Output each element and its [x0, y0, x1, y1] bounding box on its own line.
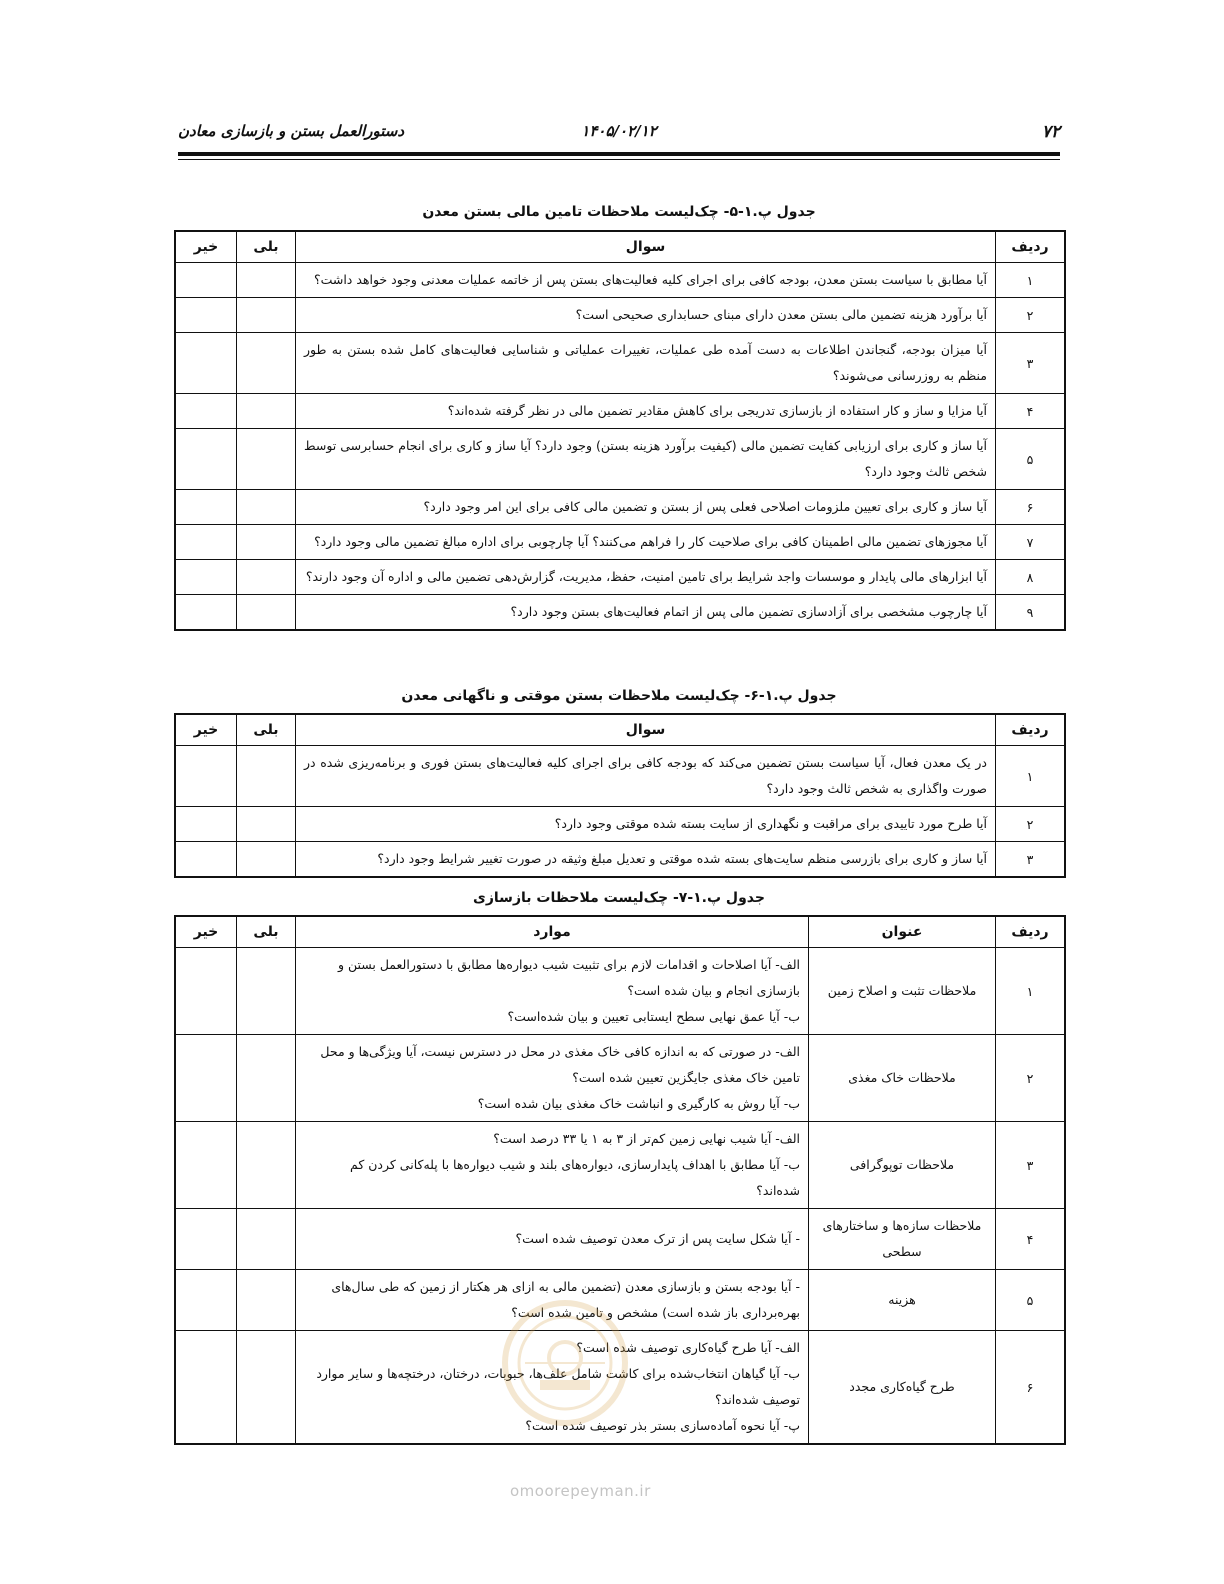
item-line: ب- آیا روش به کارگیری و انباشت خاک مغذی بیان شده است؟ — [477, 1096, 800, 1111]
row-title: هزینه — [809, 1270, 996, 1331]
yes-checkbox-cell[interactable] — [237, 263, 296, 298]
table-row — [175, 263, 1065, 298]
row-title: ملاحظات سازه‌ها و ساختارهای سطحی — [809, 1209, 996, 1270]
row-number: ۱ — [996, 948, 1066, 1035]
col-items-header: موارد — [296, 916, 809, 948]
table6-body — [175, 746, 1065, 878]
col-no-header: خیر — [175, 916, 237, 948]
row-number: ۳ — [996, 842, 1066, 878]
no-checkbox-cell[interactable] — [175, 560, 237, 595]
question-text: آیا ساز و کاری برای ارزیابی کفایت تضمین مالی (کیفیت برآورد هزینه بستن) وجود دارد؟ آیا ساز و کاری برای انجام حسابرسی توسط شخص ثالث وجود دارد؟ — [296, 429, 996, 490]
yes-checkbox-cell[interactable] — [237, 595, 296, 631]
row-number: ۴ — [996, 394, 1066, 429]
yes-checkbox-cell[interactable] — [237, 807, 296, 842]
table6-caption: جدول پ.۱-۶- چک‌لیست ملاحظات بستن موقتی و ناگهانی معدن — [401, 688, 837, 704]
question-text: آیا میزان بودجه، گنجاندن اطلاعات به دست آمده طی عملیات، تغییرات عملیاتی و شناسایی فعالیت‌های کامل شده بستن به طور منظم به روزرسانی می‌شوند؟ — [296, 333, 996, 394]
no-checkbox-cell[interactable] — [175, 746, 237, 807]
row-number: ۷ — [996, 525, 1066, 560]
row-number: ۵ — [996, 1270, 1066, 1331]
question-text: آیا مجوزهای تضمین مالی اطمینان کافی برای صلاحیت کار را فراهم می‌کنند؟ آیا چارچوبی برای اداره مبالغ تضمین مالی وجود دارد؟ — [296, 525, 996, 560]
table7-caption: جدول پ.۱-۷- چک‌لیست ملاحظات بازسازی — [473, 890, 765, 906]
row-number: ۴ — [996, 1209, 1066, 1270]
no-checkbox-cell[interactable] — [175, 263, 237, 298]
table-row — [175, 525, 1065, 560]
yes-checkbox-cell[interactable] — [237, 394, 296, 429]
row-number: ۲ — [996, 807, 1066, 842]
table-row — [175, 1035, 1065, 1122]
yes-checkbox-cell[interactable] — [237, 560, 296, 595]
table7-header-row — [175, 916, 1065, 948]
header-date: ۱۴۰۵/۰۲/۱۲ — [581, 122, 657, 140]
row-number: ۳ — [996, 333, 1066, 394]
item-line: الف- آیا شیب نهایی زمین کم‌تر از ۳ به ۱ یا ۳۳ درصد است؟ — [493, 1131, 800, 1146]
no-checkbox-cell[interactable] — [175, 948, 237, 1035]
header-rule-thick — [178, 152, 1060, 156]
row-number: ۵ — [996, 429, 1066, 490]
watermark-text: omoorepeyman.ir — [510, 1482, 651, 1500]
table-row — [175, 429, 1065, 490]
header-rule-thin — [178, 159, 1060, 160]
row-number: ۲ — [996, 298, 1066, 333]
table-row — [175, 490, 1065, 525]
page-number: ۷۲ — [1041, 122, 1060, 142]
table-row — [175, 298, 1065, 333]
no-checkbox-cell[interactable] — [175, 525, 237, 560]
watermark-logo-icon — [500, 1298, 630, 1428]
yes-checkbox-cell[interactable] — [237, 333, 296, 394]
row-items — [296, 1035, 809, 1122]
no-checkbox-cell[interactable] — [175, 1270, 237, 1331]
yes-checkbox-cell[interactable] — [237, 298, 296, 333]
col-question-header: سوال — [296, 714, 996, 746]
no-checkbox-cell[interactable] — [175, 429, 237, 490]
question-text: در یک معدن فعال، آیا سیاست بستن تضمین می‌کند که بودجه کافی برای اجرای کلیه فعالیت‌های بستن فوری و برنامه‌ریزی شده در صورت واگذاری به شخص ثالث وجود دارد؟ — [296, 746, 996, 807]
row-items — [296, 1122, 809, 1209]
table6 — [174, 713, 1066, 878]
table-row — [175, 1122, 1065, 1209]
row-number: ۱ — [996, 746, 1066, 807]
row-number: ۳ — [996, 1122, 1066, 1209]
col-yes-header: بلی — [237, 231, 296, 263]
row-items — [296, 1209, 809, 1270]
item-line: ب- آیا مطابق با اهداف پایدارسازی، دیواره‌های بلند و شیب دیواره‌ها با پله‌کانی کردن کم شده‌اند؟ — [350, 1157, 800, 1198]
no-checkbox-cell[interactable] — [175, 842, 237, 878]
yes-checkbox-cell[interactable] — [237, 490, 296, 525]
item-line: پ- آیا نحوه آماده‌سازی بستر بذر توصیف شده است؟ — [525, 1418, 800, 1433]
table-row — [175, 394, 1065, 429]
row-items — [296, 948, 809, 1035]
yes-checkbox-cell[interactable] — [237, 948, 296, 1035]
item-line: - آیا بودجه بستن و بازسازی معدن (تضمین مالی به ازای هر هکتار از زمین که طی سال‌های بهره‌برداری باز شده است) مشخص و تامین شده است؟ — [331, 1279, 800, 1320]
question-text: آیا برآورد هزینه تضمین مالی بستن معدن دارای مبنای حسابداری صحیحی است؟ — [296, 298, 996, 333]
page-header — [178, 120, 1060, 148]
col-question-header: سوال — [296, 231, 996, 263]
item-line: ب- آیا عمق نهایی سطح ایستابی تعیین و بیان شده‌است؟ — [507, 1009, 800, 1024]
yes-checkbox-cell[interactable] — [237, 525, 296, 560]
question-text: آیا ساز و کاری برای تعیین ملزومات اصلاحی فعلی پس از بستن و تضمین مالی کافی برای این امر وجود دارد؟ — [296, 490, 996, 525]
row-title: ملاحظات توپوگرافی — [809, 1122, 996, 1209]
table-row — [175, 595, 1065, 631]
table-row — [175, 807, 1065, 842]
table6-header-row — [175, 714, 1065, 746]
no-checkbox-cell[interactable] — [175, 595, 237, 631]
col-yes-header: بلی — [237, 916, 296, 948]
no-checkbox-cell[interactable] — [175, 1035, 237, 1122]
no-checkbox-cell[interactable] — [175, 298, 237, 333]
no-checkbox-cell[interactable] — [175, 333, 237, 394]
item-line: الف- آیا طرح گیاه‌کاری توصیف شده است؟ — [576, 1340, 800, 1355]
yes-checkbox-cell[interactable] — [237, 1035, 296, 1122]
no-checkbox-cell[interactable] — [175, 394, 237, 429]
table5-body — [175, 263, 1065, 631]
row-number: ۱ — [996, 263, 1066, 298]
yes-checkbox-cell[interactable] — [237, 746, 296, 807]
question-text: آیا ابزارهای مالی پایدار و موسسات واجد شرایط برای تامین امنیت، حفظ، مدیریت، گزارش‌دهی تضمین مالی و اداره آن وجود دارند؟ — [296, 560, 996, 595]
item-line: - آیا شکل سایت پس از ترک معدن توصیف شده است؟ — [515, 1231, 800, 1246]
yes-checkbox-cell[interactable] — [237, 842, 296, 878]
table5-header-row — [175, 231, 1065, 263]
yes-checkbox-cell[interactable] — [237, 429, 296, 490]
col-row-header: ردیف — [996, 916, 1066, 948]
no-checkbox-cell[interactable] — [175, 490, 237, 525]
no-checkbox-cell[interactable] — [175, 1331, 237, 1445]
no-checkbox-cell[interactable] — [175, 1122, 237, 1209]
yes-checkbox-cell[interactable] — [237, 1331, 296, 1445]
table5 — [174, 230, 1066, 631]
question-text: آیا مطابق با سیاست بستن معدن، بودجه کافی برای اجرای کلیه فعالیت‌های بستن پس از خاتمه عملیات معدنی وجود خواهد داشت؟ — [296, 263, 996, 298]
question-text: آیا طرح مورد تاییدی برای مراقبت و نگهداری از سایت بسته شده موقتی وجود دارد؟ — [296, 807, 996, 842]
no-checkbox-cell[interactable] — [175, 807, 237, 842]
yes-checkbox-cell[interactable] — [237, 1122, 296, 1209]
row-number: ۲ — [996, 1035, 1066, 1122]
document-title: دستورالعمل بستن و بازسازی معادن — [178, 122, 405, 140]
row-title: ملاحظات تثبت و اصلاح زمین — [809, 948, 996, 1035]
col-no-header: خیر — [175, 231, 237, 263]
row-title: طرح گیاه‌کاری مجدد — [809, 1331, 996, 1445]
col-no-header: خیر — [175, 714, 237, 746]
col-yes-header: بلی — [237, 714, 296, 746]
col-row-header: ردیف — [996, 231, 1066, 263]
row-number: ۶ — [996, 1331, 1066, 1445]
row-number: ۹ — [996, 595, 1066, 631]
yes-checkbox-cell[interactable] — [237, 1270, 296, 1331]
item-line: ب- آیا گیاهان انتخاب‌شده برای کاشت شامل علف‌ها، حبوبات، درختان، درختچه‌ها و سایر موارد توصیف شده‌اند؟ — [316, 1366, 800, 1407]
question-text: آیا چارچوب مشخصی برای آزادسازی تضمین مالی پس از اتمام فعالیت‌های بستن وجود دارد؟ — [296, 595, 996, 631]
table-row — [175, 948, 1065, 1035]
table-row — [175, 560, 1065, 595]
row-title: ملاحظات خاک مغذی — [809, 1035, 996, 1122]
row-number: ۶ — [996, 490, 1066, 525]
yes-checkbox-cell[interactable] — [237, 1209, 296, 1270]
item-line: الف- در صورتی که به اندازه کافی خاک مغذی در محل در دسترس نیست، آیا ویژگی‌ها و محل تامین خاک مغذی جایگزین تعیین شده است؟ — [320, 1044, 800, 1085]
table5-caption: جدول پ.۱-۵- چک‌لیست ملاحظات تامین مالی بستن معدن — [422, 204, 816, 220]
question-text: آیا مزایا و ساز و کار استفاده از بازسازی تدریجی برای کاهش مقادیر تضمین مالی در نظر گرفته شده‌اند؟ — [296, 394, 996, 429]
table-row — [175, 333, 1065, 394]
col-title-header: عنوان — [809, 916, 996, 948]
col-row-header: ردیف — [996, 714, 1066, 746]
item-line: الف- آیا اصلاحات و اقدامات لازم برای تثبیت شیب دیواره‌ها مطابق با دستورالعمل بستن و بازسازی انجام و بیان شده است؟ — [337, 957, 800, 998]
table-row — [175, 842, 1065, 878]
no-checkbox-cell[interactable] — [175, 1209, 237, 1270]
question-text: آیا ساز و کاری برای بازرسی منظم سایت‌های بسته شده موقتی و تعدیل مبلغ وثیقه در صورت تغییر شرایط وجود دارد؟ — [296, 842, 996, 878]
table-row — [175, 1209, 1065, 1270]
table-row — [175, 746, 1065, 807]
row-number: ۸ — [996, 560, 1066, 595]
